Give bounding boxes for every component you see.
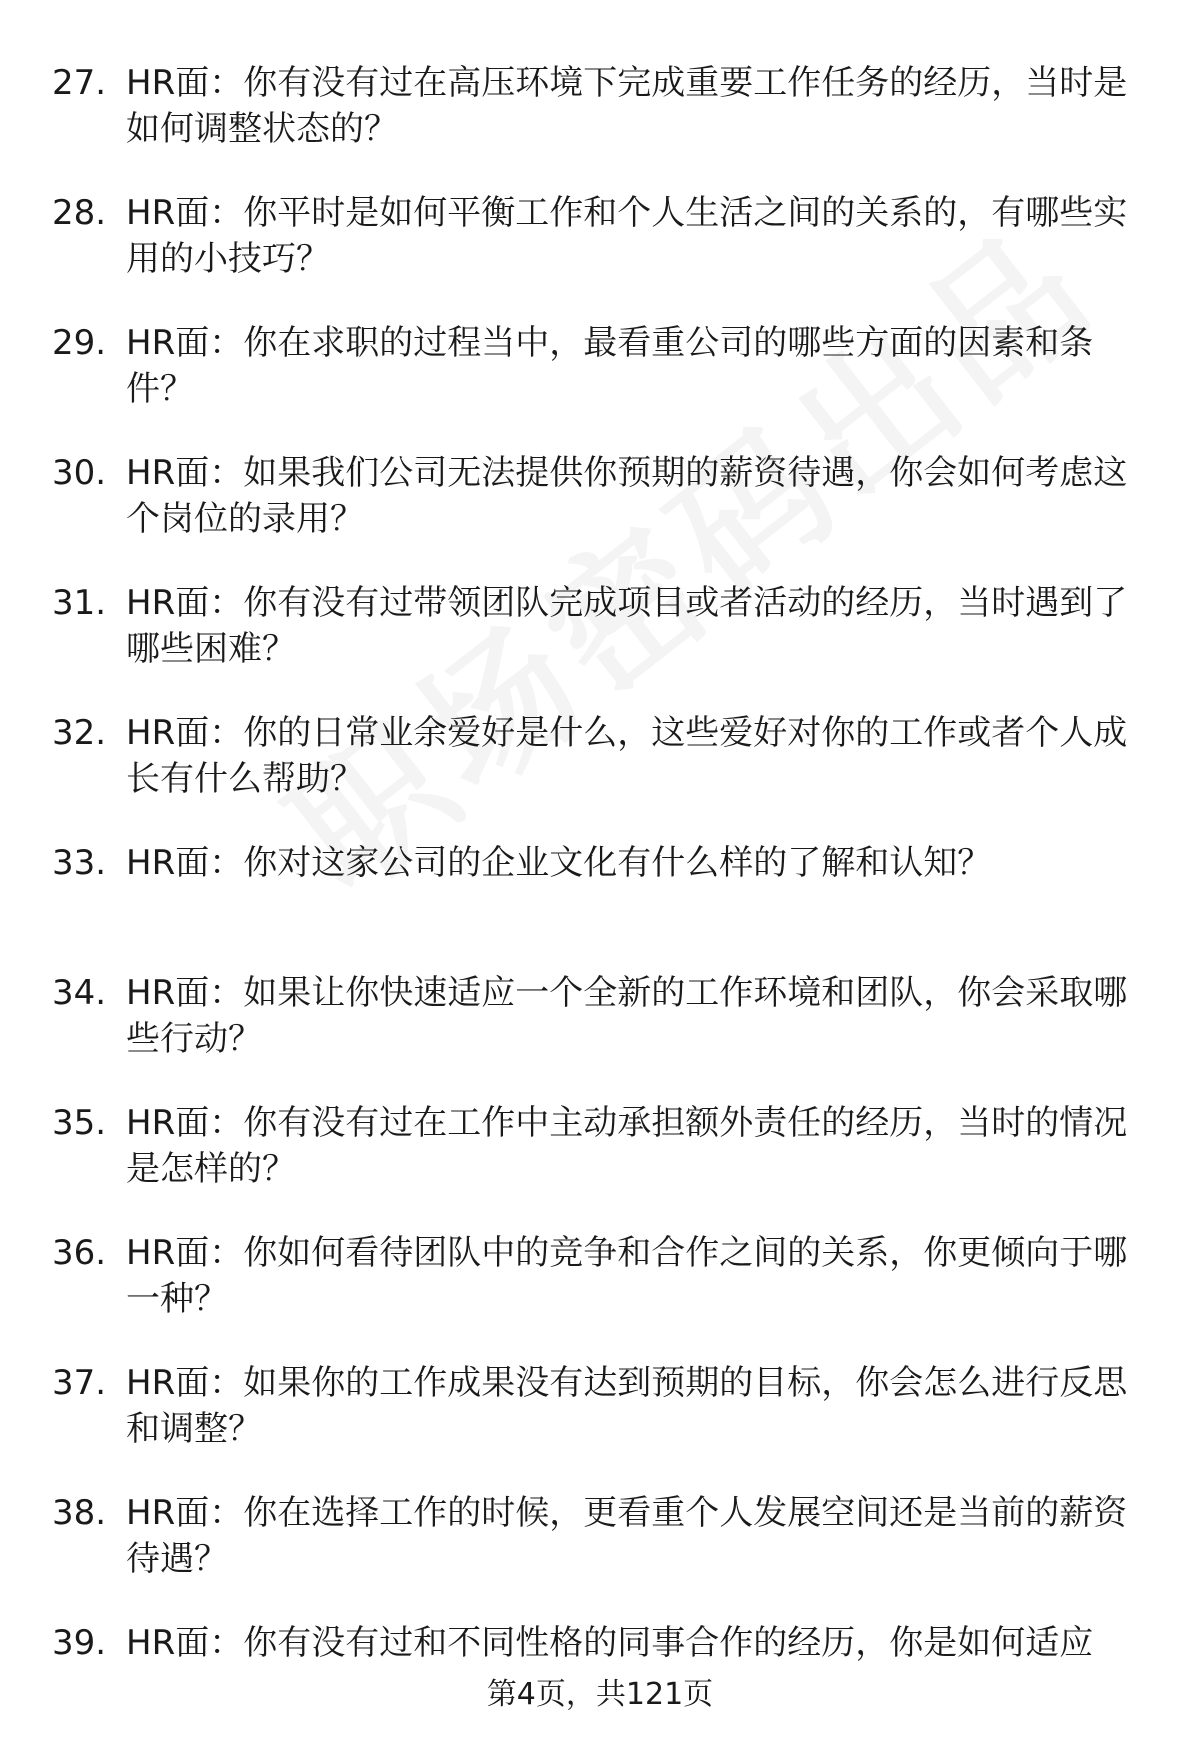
question-text: HR面：你有没有过带领团队完成项目或者活动的经历，当时遇到了哪些困难？	[126, 583, 1128, 669]
question-number: 39.	[52, 1623, 107, 1663]
question-number: 33.	[52, 843, 107, 883]
page-footer: 第4页，共121页	[486, 1677, 714, 1712]
question-item	[0, 840, 1200, 970]
question-item	[0, 320, 1200, 450]
question-item	[0, 970, 1200, 1100]
question-item	[0, 190, 1200, 320]
question-item	[0, 60, 1200, 190]
question-number: 29.	[52, 323, 107, 363]
question-text: HR面：如果让你快速适应一个全新的工作环境和团队，你会采取哪些行动？	[126, 973, 1128, 1059]
question-text: HR面：你平时是如何平衡工作和个人生活之间的关系的，有哪些实用的小技巧？	[126, 193, 1128, 279]
question-item	[0, 1100, 1200, 1230]
question-text: HR面：你对这家公司的企业文化有什么样的了解和认知？	[126, 843, 992, 883]
question-text: HR面：你有没有过在高压环境下完成重要工作任务的经历，当时是如何调整状态的？	[126, 63, 1128, 149]
question-number: 36.	[52, 1233, 107, 1273]
question-item	[0, 580, 1200, 710]
question-number: 35.	[52, 1103, 107, 1143]
question-text: HR面：你如何看待团队中的竞争和合作之间的关系，你更倾向于哪一种？	[126, 1233, 1128, 1319]
question-list	[0, 60, 1200, 1750]
question-item	[0, 1230, 1200, 1360]
question-item	[0, 1490, 1200, 1620]
question-number: 38.	[52, 1493, 107, 1533]
question-number: 30.	[52, 453, 107, 493]
question-number: 37.	[52, 1363, 107, 1403]
question-text: HR面：你有没有过和不同性格的同事合作的经历，你是如何适应	[126, 1623, 1094, 1663]
question-text: HR面：你在求职的过程当中，最看重公司的哪些方面的因素和条件？	[126, 323, 1094, 409]
question-text: HR面：如果我们公司无法提供你预期的薪资待遇，你会如何考虑这个岗位的录用？	[126, 453, 1128, 539]
question-number: 28.	[52, 193, 107, 233]
question-number: 32.	[52, 713, 107, 753]
question-text: HR面：你在选择工作的时候，更看重个人发展空间还是当前的薪资待遇？	[126, 1493, 1128, 1579]
question-number: 27.	[52, 63, 107, 103]
question-number: 34.	[52, 973, 107, 1013]
question-text: HR面：你的日常业余爱好是什么，这些爱好对你的工作或者个人成长有什么帮助？	[126, 713, 1128, 799]
question-text: HR面：如果你的工作成果没有达到预期的目标，你会怎么进行反思和调整？	[126, 1363, 1128, 1449]
question-number: 31.	[52, 583, 107, 623]
question-item	[0, 450, 1200, 580]
question-item	[0, 710, 1200, 840]
question-item	[0, 1360, 1200, 1490]
question-text: HR面：你有没有过在工作中主动承担额外责任的经历，当时的情况是怎样的？	[126, 1103, 1128, 1189]
